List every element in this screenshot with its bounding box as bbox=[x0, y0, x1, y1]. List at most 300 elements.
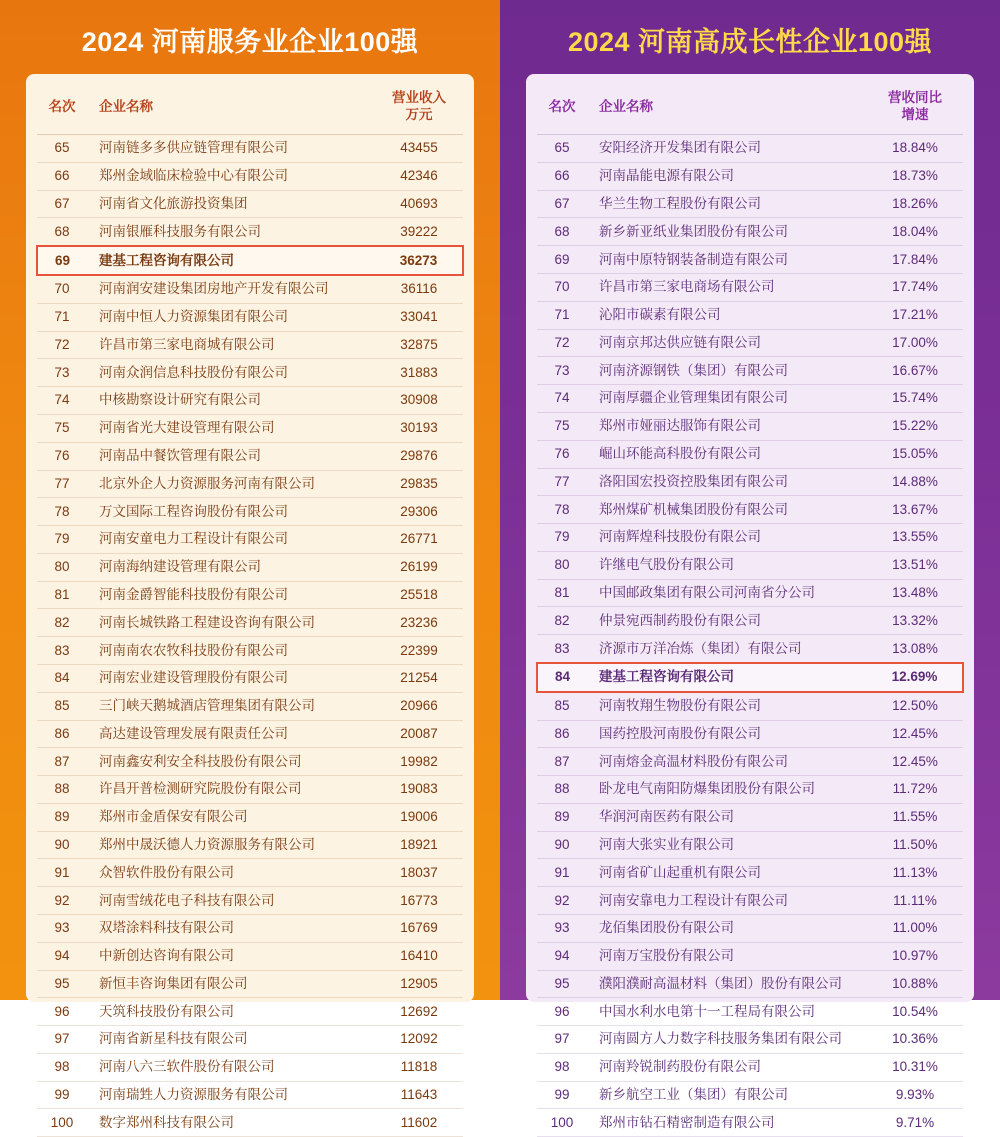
table-row bbox=[537, 970, 963, 998]
cell-value: 16.67% bbox=[867, 357, 963, 385]
ranking-table-service-industry bbox=[36, 80, 464, 1137]
table-row bbox=[537, 663, 963, 692]
cell-value: 26771 bbox=[375, 526, 463, 554]
column-header-growth bbox=[867, 80, 963, 134]
cell-value: 17.84% bbox=[867, 246, 963, 274]
cell-rank: 89 bbox=[537, 803, 587, 831]
panel-service-industry bbox=[0, 0, 500, 1130]
cell-company-name: 高达建设管理发展有限责任公司 bbox=[87, 720, 375, 748]
cell-value: 16773 bbox=[375, 887, 463, 915]
cell-value: 29306 bbox=[375, 498, 463, 526]
cell-rank: 74 bbox=[37, 387, 87, 415]
cell-company-name: 许昌开普检测研究院股份有限公司 bbox=[87, 776, 375, 804]
table-row bbox=[537, 1053, 963, 1081]
table-row bbox=[537, 1109, 963, 1137]
column-header-rank: 名次 bbox=[37, 80, 87, 134]
cell-company-name: 三门峡天鹅城酒店管理集团有限公司 bbox=[87, 692, 375, 720]
cell-company-name: 河南鑫安利安全科技股份有限公司 bbox=[87, 748, 375, 776]
table-row bbox=[37, 1109, 463, 1137]
cell-value: 18.26% bbox=[867, 190, 963, 218]
cell-company-name: 河南海纳建设管理有限公司 bbox=[87, 553, 375, 581]
cell-rank: 68 bbox=[537, 218, 587, 246]
table-row bbox=[37, 803, 463, 831]
table-row bbox=[537, 496, 963, 524]
cell-company-name: 河南省新星科技有限公司 bbox=[87, 1026, 375, 1054]
cell-company-name: 郑州市娅丽达服饰有限公司 bbox=[587, 412, 867, 440]
cell-value: 29876 bbox=[375, 442, 463, 470]
cell-value: 20966 bbox=[375, 692, 463, 720]
cell-value: 10.88% bbox=[867, 970, 963, 998]
cell-rank: 90 bbox=[537, 831, 587, 859]
cell-value: 13.48% bbox=[867, 579, 963, 607]
cell-value: 13.67% bbox=[867, 496, 963, 524]
cell-value: 18037 bbox=[375, 859, 463, 887]
table-row bbox=[537, 748, 963, 776]
table-row bbox=[537, 468, 963, 496]
cell-rank: 70 bbox=[37, 275, 87, 303]
cell-value: 20087 bbox=[375, 720, 463, 748]
cell-rank: 65 bbox=[537, 135, 587, 163]
table-row bbox=[537, 915, 963, 943]
table-row bbox=[37, 1053, 463, 1081]
cell-rank: 100 bbox=[537, 1109, 587, 1137]
cell-value: 40693 bbox=[375, 190, 463, 218]
table-row bbox=[537, 135, 963, 163]
cell-rank: 67 bbox=[37, 190, 87, 218]
cell-value: 42346 bbox=[375, 162, 463, 190]
cell-value: 30193 bbox=[375, 414, 463, 442]
cell-rank: 72 bbox=[37, 331, 87, 359]
column-header-revenue-line1: 营业收入 bbox=[392, 90, 446, 106]
cell-value: 19982 bbox=[375, 748, 463, 776]
cell-company-name: 河南品中餐饮管理有限公司 bbox=[87, 442, 375, 470]
ranking-card-high-growth bbox=[526, 74, 974, 1130]
table-row bbox=[537, 579, 963, 607]
table-row bbox=[37, 859, 463, 887]
cell-company-name: 河南济源钢铁（集团）有限公司 bbox=[587, 357, 867, 385]
table-row bbox=[537, 357, 963, 385]
cell-value: 13.32% bbox=[867, 607, 963, 635]
cell-company-name: 河南大张实业有限公司 bbox=[587, 831, 867, 859]
cell-company-name: 河南万宝股份有限公司 bbox=[587, 942, 867, 970]
table-row bbox=[37, 218, 463, 246]
cell-rank: 84 bbox=[37, 664, 87, 692]
cell-company-name: 河南八六三软件股份有限公司 bbox=[87, 1053, 375, 1081]
cell-rank: 84 bbox=[537, 663, 587, 692]
panel-title-service-industry: 2024 河南服务业企业100强 bbox=[81, 27, 419, 57]
table-row bbox=[537, 412, 963, 440]
cell-company-name: 龙佰集团股份有限公司 bbox=[587, 915, 867, 943]
table-row bbox=[537, 998, 963, 1026]
cell-company-name: 安阳经济开发集团有限公司 bbox=[587, 135, 867, 163]
cell-rank: 76 bbox=[37, 442, 87, 470]
cell-rank: 69 bbox=[537, 246, 587, 274]
cell-company-name: 郑州煤矿机械集团股份有限公司 bbox=[587, 496, 867, 524]
cell-value: 18921 bbox=[375, 831, 463, 859]
table-row bbox=[537, 524, 963, 552]
cell-rank: 82 bbox=[537, 607, 587, 635]
table-row bbox=[537, 218, 963, 246]
cell-rank: 80 bbox=[537, 551, 587, 579]
cell-rank: 80 bbox=[37, 553, 87, 581]
table-row bbox=[537, 301, 963, 329]
cell-company-name: 郑州金域临床检验中心有限公司 bbox=[87, 162, 375, 190]
column-header-rank: 名次 bbox=[537, 80, 587, 134]
cell-rank: 81 bbox=[37, 581, 87, 609]
table-row bbox=[37, 498, 463, 526]
table-row bbox=[37, 1026, 463, 1054]
table-row bbox=[37, 246, 463, 275]
ranking-card-service-industry bbox=[26, 74, 474, 1130]
cell-rank: 82 bbox=[37, 609, 87, 637]
cell-company-name: 天筑科技股份有限公司 bbox=[87, 998, 375, 1026]
cell-value: 16769 bbox=[375, 915, 463, 943]
cell-value: 23236 bbox=[375, 609, 463, 637]
cell-value: 10.31% bbox=[867, 1053, 963, 1081]
cell-value: 12.45% bbox=[867, 748, 963, 776]
cell-rank: 88 bbox=[37, 776, 87, 804]
cell-value: 25518 bbox=[375, 581, 463, 609]
cell-rank: 79 bbox=[37, 526, 87, 554]
cell-value: 10.36% bbox=[867, 1026, 963, 1054]
cell-value: 19083 bbox=[375, 776, 463, 804]
cell-rank: 83 bbox=[37, 637, 87, 665]
cell-company-name: 濮阳濮耐高温材料（集团）股份有限公司 bbox=[587, 970, 867, 998]
cell-rank: 87 bbox=[537, 748, 587, 776]
cell-rank: 73 bbox=[37, 359, 87, 387]
cell-company-name: 许昌市第三家电商场有限公司 bbox=[587, 274, 867, 302]
cell-company-name: 河南圆方人力数字科技服务集团有限公司 bbox=[587, 1026, 867, 1054]
table-row bbox=[537, 942, 963, 970]
cell-company-name: 河南安靠电力工程设计有限公司 bbox=[587, 887, 867, 915]
cell-value: 17.00% bbox=[867, 329, 963, 357]
table-row bbox=[537, 692, 963, 720]
table-row bbox=[37, 970, 463, 998]
cell-rank: 68 bbox=[37, 218, 87, 246]
column-header-revenue bbox=[375, 80, 463, 134]
cell-rank: 86 bbox=[37, 720, 87, 748]
cell-value: 39222 bbox=[375, 218, 463, 246]
cell-rank: 99 bbox=[537, 1081, 587, 1109]
cell-company-name: 新乡航空工业（集团）有限公司 bbox=[587, 1081, 867, 1109]
cell-rank: 98 bbox=[537, 1053, 587, 1081]
table-row bbox=[37, 526, 463, 554]
table-row bbox=[37, 1081, 463, 1109]
table-row bbox=[537, 385, 963, 413]
cell-rank: 91 bbox=[537, 859, 587, 887]
table-row bbox=[37, 387, 463, 415]
cell-rank: 100 bbox=[37, 1109, 87, 1137]
cell-value: 11643 bbox=[375, 1081, 463, 1109]
panel-title-high-growth: 2024 河南高成长性企业100强 bbox=[567, 27, 933, 57]
table-row bbox=[37, 776, 463, 804]
cell-rank: 92 bbox=[37, 887, 87, 915]
cell-company-name: 仲景宛西制药股份有限公司 bbox=[587, 607, 867, 635]
cell-company-name: 郑州中晟沃德人力资源服务有限公司 bbox=[87, 831, 375, 859]
cell-rank: 66 bbox=[37, 162, 87, 190]
cell-rank: 73 bbox=[537, 357, 587, 385]
column-header-revenue-line2: 万元 bbox=[405, 107, 433, 123]
cell-company-name: 数字郑州科技有限公司 bbox=[87, 1109, 375, 1137]
cell-value: 11.55% bbox=[867, 803, 963, 831]
cell-company-name: 河南南农农牧科技股份有限公司 bbox=[87, 637, 375, 665]
cell-company-name: 中国邮政集团有限公司河南省分公司 bbox=[587, 579, 867, 607]
cell-value: 11.00% bbox=[867, 915, 963, 943]
cell-rank: 96 bbox=[37, 998, 87, 1026]
cell-company-name: 河南瑞甡人力资源服务有限公司 bbox=[87, 1081, 375, 1109]
cell-value: 33041 bbox=[375, 303, 463, 331]
cell-value: 12.50% bbox=[867, 692, 963, 720]
cell-rank: 77 bbox=[537, 468, 587, 496]
cell-company-name: 沁阳市碳素有限公司 bbox=[587, 301, 867, 329]
cell-value: 11.72% bbox=[867, 776, 963, 804]
cell-company-name: 河南晶能电源有限公司 bbox=[587, 162, 867, 190]
cell-value: 21254 bbox=[375, 664, 463, 692]
table-row bbox=[537, 831, 963, 859]
cell-company-name: 河南京邦达供应链有限公司 bbox=[587, 329, 867, 357]
cell-value: 12092 bbox=[375, 1026, 463, 1054]
cell-rank: 72 bbox=[537, 329, 587, 357]
cell-rank: 78 bbox=[37, 498, 87, 526]
cell-rank: 94 bbox=[537, 942, 587, 970]
cell-company-name: 河南省光大建设管理有限公司 bbox=[87, 414, 375, 442]
table-row bbox=[37, 831, 463, 859]
table-row bbox=[537, 190, 963, 218]
table-body-service-industry bbox=[37, 135, 463, 1137]
cell-company-name: 河南雪绒花电子科技有限公司 bbox=[87, 887, 375, 915]
cell-rank: 95 bbox=[537, 970, 587, 998]
column-header-growth-line1: 营收同比 bbox=[888, 90, 942, 106]
cell-value: 18.84% bbox=[867, 135, 963, 163]
cell-rank: 87 bbox=[37, 748, 87, 776]
cell-rank: 71 bbox=[37, 303, 87, 331]
cell-company-name: 华润河南医药有限公司 bbox=[587, 803, 867, 831]
table-row bbox=[537, 440, 963, 468]
table-row bbox=[37, 442, 463, 470]
cell-value: 9.93% bbox=[867, 1081, 963, 1109]
cell-company-name: 河南中原特钢装备制造有限公司 bbox=[587, 246, 867, 274]
cell-value: 12905 bbox=[375, 970, 463, 998]
cell-rank: 70 bbox=[537, 274, 587, 302]
cell-company-name: 许继电气股份有限公司 bbox=[587, 551, 867, 579]
cell-company-name: 新恒丰咨询集团有限公司 bbox=[87, 970, 375, 998]
cell-company-name: 河南省矿山起重机有限公司 bbox=[587, 859, 867, 887]
cell-value: 15.05% bbox=[867, 440, 963, 468]
cell-rank: 96 bbox=[537, 998, 587, 1026]
table-row bbox=[37, 887, 463, 915]
cell-value: 43455 bbox=[375, 135, 463, 163]
table-row bbox=[37, 915, 463, 943]
cell-company-name: 中核勘察设计研究有限公司 bbox=[87, 387, 375, 415]
cell-rank: 99 bbox=[37, 1081, 87, 1109]
cell-value: 30908 bbox=[375, 387, 463, 415]
table-row bbox=[537, 607, 963, 635]
cell-company-name: 河南熔金高温材料股份有限公司 bbox=[587, 748, 867, 776]
panel-high-growth bbox=[500, 0, 1000, 1130]
ranking-table-high-growth bbox=[536, 80, 964, 1137]
cell-company-name: 国药控股河南股份有限公司 bbox=[587, 720, 867, 748]
cell-company-name: 河南润安建设集团房地产开发有限公司 bbox=[87, 275, 375, 303]
cell-value: 13.55% bbox=[867, 524, 963, 552]
cell-company-name: 建基工程咨询有限公司 bbox=[87, 246, 375, 275]
cell-company-name: 北京外企人力资源服务河南有限公司 bbox=[87, 470, 375, 498]
table-header-row bbox=[37, 80, 463, 134]
cell-rank: 95 bbox=[37, 970, 87, 998]
cell-company-name: 郑州市钻石精密制造有限公司 bbox=[587, 1109, 867, 1137]
cell-value: 32875 bbox=[375, 331, 463, 359]
cell-value: 18.04% bbox=[867, 218, 963, 246]
cell-rank: 86 bbox=[537, 720, 587, 748]
table-row bbox=[537, 1081, 963, 1109]
table-row bbox=[37, 942, 463, 970]
cell-company-name: 崛山环能高科股份有限公司 bbox=[587, 440, 867, 468]
cell-value: 12.45% bbox=[867, 720, 963, 748]
table-row bbox=[537, 635, 963, 663]
cell-value: 11.13% bbox=[867, 859, 963, 887]
table-row bbox=[37, 303, 463, 331]
cell-company-name: 中国水利水电第十一工程局有限公司 bbox=[587, 998, 867, 1026]
cell-rank: 98 bbox=[37, 1053, 87, 1081]
cell-value: 17.21% bbox=[867, 301, 963, 329]
cell-rank: 92 bbox=[537, 887, 587, 915]
cell-rank: 65 bbox=[37, 135, 87, 163]
cell-value: 36116 bbox=[375, 275, 463, 303]
cell-rank: 79 bbox=[537, 524, 587, 552]
cell-company-name: 卧龙电气南阳防爆集团股份有限公司 bbox=[587, 776, 867, 804]
cell-value: 18.73% bbox=[867, 162, 963, 190]
table-row bbox=[537, 329, 963, 357]
table-row bbox=[537, 859, 963, 887]
cell-company-name: 郑州市金盾保安有限公司 bbox=[87, 803, 375, 831]
cell-rank: 89 bbox=[37, 803, 87, 831]
cell-value: 17.74% bbox=[867, 274, 963, 302]
cell-company-name: 众智软件股份有限公司 bbox=[87, 859, 375, 887]
table-row bbox=[37, 275, 463, 303]
cell-company-name: 河南中恒人力资源集团有限公司 bbox=[87, 303, 375, 331]
cell-rank: 88 bbox=[537, 776, 587, 804]
cell-value: 22399 bbox=[375, 637, 463, 665]
cell-value: 15.74% bbox=[867, 385, 963, 413]
cell-value: 36273 bbox=[375, 246, 463, 275]
cell-rank: 76 bbox=[537, 440, 587, 468]
cell-rank: 90 bbox=[37, 831, 87, 859]
table-row bbox=[37, 331, 463, 359]
cell-company-name: 河南长城铁路工程建设咨询有限公司 bbox=[87, 609, 375, 637]
cell-value: 10.97% bbox=[867, 942, 963, 970]
cell-company-name: 建基工程咨询有限公司 bbox=[587, 663, 867, 692]
table-row bbox=[537, 776, 963, 804]
cell-company-name: 新乡新亚纸业集团股份有限公司 bbox=[587, 218, 867, 246]
cell-value: 19006 bbox=[375, 803, 463, 831]
table-row bbox=[37, 553, 463, 581]
cell-company-name: 济源市万洋冶炼（集团）有限公司 bbox=[587, 635, 867, 663]
table-row bbox=[37, 692, 463, 720]
table-row bbox=[37, 162, 463, 190]
table-row bbox=[37, 720, 463, 748]
cell-company-name: 河南银雁科技服务有限公司 bbox=[87, 218, 375, 246]
cell-company-name: 河南辉煌科技股份有限公司 bbox=[587, 524, 867, 552]
column-header-company: 企业名称 bbox=[587, 80, 867, 134]
table-row bbox=[537, 887, 963, 915]
cell-company-name: 河南宏业建设管理股份有限公司 bbox=[87, 664, 375, 692]
cell-value: 29835 bbox=[375, 470, 463, 498]
cell-rank: 71 bbox=[537, 301, 587, 329]
cell-company-name: 华兰生物工程股份有限公司 bbox=[587, 190, 867, 218]
cell-company-name: 河南众润信息科技股份有限公司 bbox=[87, 359, 375, 387]
table-body-high-growth bbox=[537, 135, 963, 1137]
cell-company-name: 河南链多多供应链管理有限公司 bbox=[87, 135, 375, 163]
table-row bbox=[37, 414, 463, 442]
table-row bbox=[37, 664, 463, 692]
table-row bbox=[537, 803, 963, 831]
cell-rank: 93 bbox=[537, 915, 587, 943]
cell-rank: 94 bbox=[37, 942, 87, 970]
table-header-row bbox=[537, 80, 963, 134]
table-row bbox=[37, 748, 463, 776]
cell-value: 10.54% bbox=[867, 998, 963, 1026]
cell-company-name: 中新创达咨询有限公司 bbox=[87, 942, 375, 970]
table-row bbox=[537, 720, 963, 748]
cell-rank: 75 bbox=[37, 414, 87, 442]
table-row bbox=[537, 274, 963, 302]
cell-value: 15.22% bbox=[867, 412, 963, 440]
cell-rank: 81 bbox=[537, 579, 587, 607]
cell-company-name: 河南牧翔生物股份有限公司 bbox=[587, 692, 867, 720]
cell-value: 31883 bbox=[375, 359, 463, 387]
column-header-growth-line2: 增速 bbox=[901, 107, 929, 123]
cell-value: 11.11% bbox=[867, 887, 963, 915]
cell-value: 12.69% bbox=[867, 663, 963, 692]
cell-rank: 69 bbox=[37, 246, 87, 275]
table-row bbox=[37, 609, 463, 637]
cell-company-name: 河南安童电力工程设计有限公司 bbox=[87, 526, 375, 554]
cell-company-name: 河南省文化旅游投资集团 bbox=[87, 190, 375, 218]
column-header-company: 企业名称 bbox=[87, 80, 375, 134]
cell-company-name: 河南羚锐制药股份有限公司 bbox=[587, 1053, 867, 1081]
table-row bbox=[37, 190, 463, 218]
cell-value: 11818 bbox=[375, 1053, 463, 1081]
cell-company-name: 洛阳国宏投资控股集团有限公司 bbox=[587, 468, 867, 496]
cell-rank: 85 bbox=[537, 692, 587, 720]
cell-value: 13.08% bbox=[867, 635, 963, 663]
cell-company-name: 双塔涂料科技有限公司 bbox=[87, 915, 375, 943]
table-row bbox=[37, 998, 463, 1026]
cell-value: 11.50% bbox=[867, 831, 963, 859]
cell-rank: 74 bbox=[537, 385, 587, 413]
cell-rank: 97 bbox=[37, 1026, 87, 1054]
cell-value: 11602 bbox=[375, 1109, 463, 1137]
table-row bbox=[37, 135, 463, 163]
cell-value: 13.51% bbox=[867, 551, 963, 579]
cell-rank: 75 bbox=[537, 412, 587, 440]
table-row bbox=[37, 359, 463, 387]
table-row bbox=[537, 551, 963, 579]
table-row bbox=[37, 470, 463, 498]
cell-company-name: 河南金爵智能科技股份有限公司 bbox=[87, 581, 375, 609]
table-row bbox=[37, 581, 463, 609]
cell-rank: 66 bbox=[537, 162, 587, 190]
cell-rank: 85 bbox=[37, 692, 87, 720]
cell-rank: 83 bbox=[537, 635, 587, 663]
cell-rank: 67 bbox=[537, 190, 587, 218]
cell-value: 26199 bbox=[375, 553, 463, 581]
table-row bbox=[37, 637, 463, 665]
cell-value: 14.88% bbox=[867, 468, 963, 496]
table-row bbox=[537, 246, 963, 274]
cell-rank: 78 bbox=[537, 496, 587, 524]
table-row bbox=[537, 162, 963, 190]
cell-rank: 93 bbox=[37, 915, 87, 943]
